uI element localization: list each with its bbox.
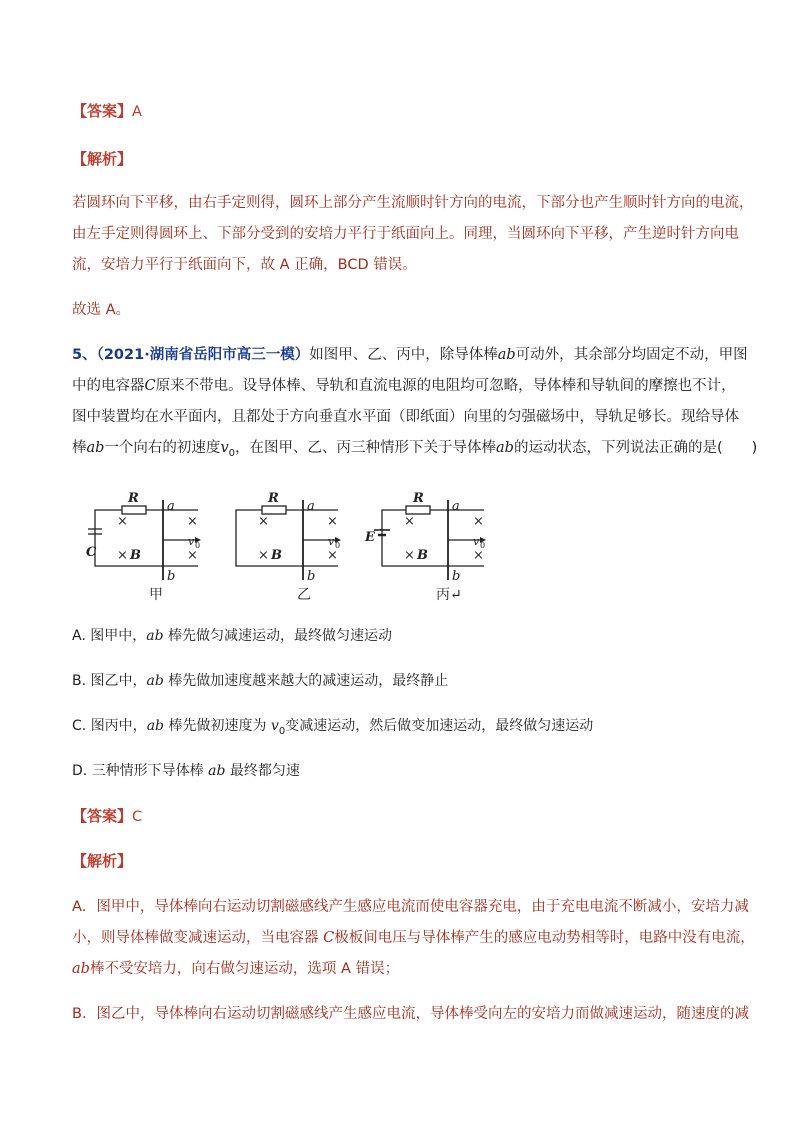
analysis-1-line-3: 流，安培力平行于纸面向下，故 A 正确，BCD 错误。 <box>72 257 417 273</box>
label-b: b <box>167 569 176 584</box>
label-B: B <box>271 548 282 563</box>
option-ab: ab <box>208 763 226 779</box>
analysis-2-line-a3 <box>72 959 399 979</box>
field-x: × <box>473 514 484 529</box>
question-5-line-2 <box>72 376 736 396</box>
label-B: B <box>417 548 428 563</box>
analysis-1-label: 【解析】 <box>72 150 133 168</box>
analysis-1-line-2: 由左手定则得圆环上、下部分受到的安培力平行于纸面向上。同理，当圆环向下平移，产生逆时针方向电 <box>72 226 739 242</box>
q5-C: C <box>144 378 156 394</box>
q5-text: 可动外，其余部分均固定不动，甲图 <box>515 347 748 363</box>
label-v: v <box>473 535 480 548</box>
label-v: v <box>188 535 195 548</box>
analysis-2-line-a2 <box>72 928 755 948</box>
circuit-bing <box>374 500 484 580</box>
analysis-2-line-b1: B．图乙中，导体棒向右运动切割磁感线产生感应电流，导体棒受向左的安培力而做减速运动，随速度的减 <box>72 1006 749 1022</box>
option-text: 变减速运动，然后做变加速运动，最终做匀速运动 <box>285 718 594 734</box>
analysis-text: 棒不受安培力，向右做匀速运动，选项 A 错误； <box>89 961 400 977</box>
option-v-sub: 0 <box>278 725 286 737</box>
resistor-icon <box>262 506 286 514</box>
answer-label: 【答案】 <box>72 102 133 120</box>
question-5-line-1 <box>72 345 748 365</box>
answer-2 <box>72 806 142 827</box>
label-E: E <box>365 530 375 545</box>
option-c <box>72 716 593 742</box>
analysis-ab: ab <box>72 961 90 977</box>
resistor-icon <box>406 506 430 514</box>
label-v-sub: 0 <box>195 541 201 550</box>
option-text: 图丙中， <box>90 718 147 734</box>
label-B: B <box>130 548 141 563</box>
answer-value: A <box>132 104 142 120</box>
field-x: × <box>117 514 128 529</box>
field-x: × <box>117 548 128 563</box>
option-text: 三种情形下导体棒 <box>91 763 204 779</box>
q5-text: 的运动状态，下列说法正确的是( ) <box>513 440 758 456</box>
answer-1 <box>72 101 142 122</box>
answer-label: 【答案】 <box>72 807 133 825</box>
label-R: R <box>128 491 139 506</box>
option-text: 棒先做加速度越来越大的减速运动，最终静止 <box>168 673 449 689</box>
q5-text: 如图甲、乙、丙中，除导体棒 <box>309 347 498 363</box>
label-C: C <box>86 545 97 560</box>
q5-ab: ab <box>497 347 516 363</box>
label-v-sub: 0 <box>335 541 341 550</box>
circuit-figure <box>0 488 794 608</box>
label-b: b <box>452 569 461 584</box>
option-text: 棒先做匀减速运动，最终做匀速运动 <box>168 628 392 644</box>
q5-ab: ab <box>496 440 514 456</box>
caption-bing: 丙↵ <box>436 587 462 603</box>
option-ab: ab <box>146 718 164 734</box>
label-v-sub: 0 <box>480 541 486 550</box>
resistor-icon <box>122 506 146 514</box>
label-b: b <box>307 569 316 584</box>
question-number: 5、 <box>72 347 97 363</box>
option-ab: ab <box>146 628 164 644</box>
analysis-text: 极板间电压与导体棒产生的感应电动势相等时，电路中没有电流， <box>334 930 755 946</box>
field-x: × <box>404 514 415 529</box>
question-5-line-4 <box>72 438 757 464</box>
question-source: （2021·湖南省岳阳市高三一模） <box>96 347 310 363</box>
q5-text: 棒 <box>72 440 87 456</box>
caption-yi: 乙 <box>297 587 311 603</box>
option-letter: D. <box>72 763 88 779</box>
field-x: × <box>187 548 198 563</box>
field-x: × <box>327 514 338 529</box>
q5-text: 原来不带电。设导体棒、导轨和直流电源的电阻均可忽略，导体棒和导轨间的摩擦也不计， <box>155 378 736 394</box>
label-R: R <box>413 491 424 506</box>
q5-text: ，在图甲、乙、丙三种情形下关于导体棒 <box>235 440 497 456</box>
option-b <box>72 671 448 691</box>
caption-jia: 甲 <box>149 587 163 603</box>
q5-text: 中的电容器 <box>72 378 145 394</box>
field-x: × <box>258 514 269 529</box>
option-letter: C. <box>72 718 87 734</box>
field-x: × <box>187 514 198 529</box>
analysis-2-line-a1: A．图甲中，导体棒向右运动切割磁感线产生感应电流而使电容器充电，由于充电电流不断减小，安培力减 <box>72 899 749 915</box>
answer-value: C <box>132 809 143 825</box>
q5-v0: v <box>220 440 229 456</box>
q5-text: 一个向右的初速度 <box>104 440 221 456</box>
circuit-yi <box>236 500 341 580</box>
field-x: × <box>473 548 484 563</box>
field-x: × <box>327 548 338 563</box>
analysis-2-label: 【解析】 <box>72 852 133 870</box>
analysis-1-conclusion: 故选 A。 <box>72 302 131 318</box>
label-a: a <box>167 499 175 514</box>
option-v: v <box>270 718 279 734</box>
analysis-text: 小，则导体棒做变减速运动，当电容器 <box>72 930 319 946</box>
option-text: 棒先做初速度为 <box>168 718 267 734</box>
analysis-C: C <box>323 930 335 946</box>
option-ab: ab <box>146 673 164 689</box>
field-x: × <box>258 548 269 563</box>
option-text: 最终都匀速 <box>229 763 300 779</box>
option-text: 图甲中， <box>90 628 147 644</box>
option-letter: A. <box>72 628 86 644</box>
question-5-line-3: 图中装置均在水平面内，且都处于方向垂直水平面（即纸面）向里的匀强磁场中，导轨足够长。现给导体 <box>72 409 739 425</box>
q5-v0-sub: 0 <box>228 447 236 459</box>
option-d <box>72 761 300 781</box>
option-letter: B. <box>72 673 87 689</box>
label-R: R <box>268 491 279 506</box>
analysis-1-line-1: 若圆环向下平移，由右手定则得，圆环上部分产生流顺时针方向的电流，下部分也产生顺时针方向的电流， <box>72 195 754 211</box>
circuit-jia <box>88 500 201 580</box>
option-a <box>72 626 392 646</box>
label-v: v <box>328 535 335 548</box>
velocity-arrow-icon <box>195 537 486 543</box>
q5-ab: ab <box>86 440 105 456</box>
label-a: a <box>452 499 460 514</box>
field-x: × <box>404 548 415 563</box>
label-a: a <box>307 499 315 514</box>
option-text: 图乙中， <box>90 673 147 689</box>
